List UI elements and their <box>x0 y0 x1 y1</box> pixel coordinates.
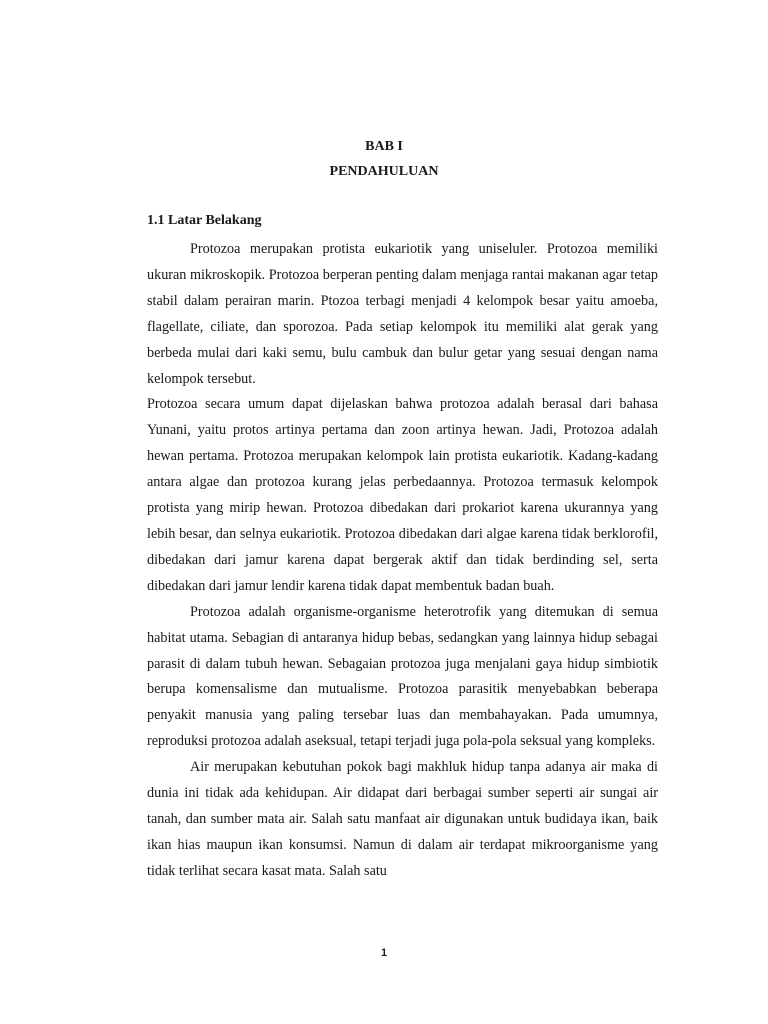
page-number: 1 <box>380 947 388 959</box>
paragraph-4: Air merupakan kebutuhan pokok bagi makhluk hidup tanpa adanya air maka di dunia ini tidak ada kehidupan. Air didapat dari berbagai sumber seperti air sungai air tanah, dan sumber mata air. Salah satu manfaat air digunakan untuk budidaya ikan, baik ikan hias maupun ikan konsumsi. Namun di dalam air terdapat mikroorganisme yang tidak terlihat secara kasat mata. Salah satu <box>147 759 658 879</box>
paragraph-3: Protozoa adalah organisme-organisme heterotrofik yang ditemukan di semua habitat utama. Sebagian di antaranya hidup bebas, sedangkan yang lainnya hidup sebagai parasit di dalam tubuh hewan. Sebagaian protozoa juga menjalani gaya hidup simbiotik berupa komensalisme dan mutualisme. Protozoa parasitik menyebabkan beberapa penyakit manusia yang paling tersebar luas dan membahayakan. Pada umumnya, reproduksi protozoa adalah aseksual, tetapi terjadi juga pola-pola seksual yang kompleks. <box>147 603 658 750</box>
section-heading: 1.1 Latar Belakang <box>147 213 262 228</box>
chapter-number: BAB I <box>365 139 403 154</box>
chapter-title: PENDAHULUAN <box>329 164 439 179</box>
paragraph-2: Protozoa secara umum dapat dijelaskan bahwa protozoa adalah berasal dari bahasa Yunani, yaitu protos artinya pertama dan zoon artinya hewan. Jadi, Protozoa adalah hewan pertama. Protozoa merupakan kelompok lain protista eukariotik. Kadang-kadang antara algae dan protozoa kurang jelas perbedaannya. Protozoa termasuk kelompok protista yang mirip hewan. Protozoa dibedakan dari prokariot karena ukurannya yang lebih besar, dan selnya eukariotik. Protozoa dibedakan dari algae karena tidak berklorofil, dibedakan dari jamur karena dapat bergerak aktif dan tidak berdinding sel, serta dibedakan dari jamur lendir karena tidak dapat membentuk badan buah. <box>147 396 658 594</box>
paragraph-1: Protozoa merupakan protista eukariotik yang uniseluler. Protozoa memiliki ukuran mikroskopik. Protozoa berperan penting dalam menjaga rantai makanan agar tetap stabil dalam perairan marin. Ptozoa terbagi menjadi 4 kelompok besar yaitu amoeba, flagellate, ciliate, dan sporozoa. Pada setiap kelompok itu memiliki alat gerak yang berbeda mulai dari kaki semu, bulu cambuk dan bulur getar yang sesuai dengan nama kelompok tersebut. <box>147 241 658 387</box>
body-text <box>147 237 658 885</box>
